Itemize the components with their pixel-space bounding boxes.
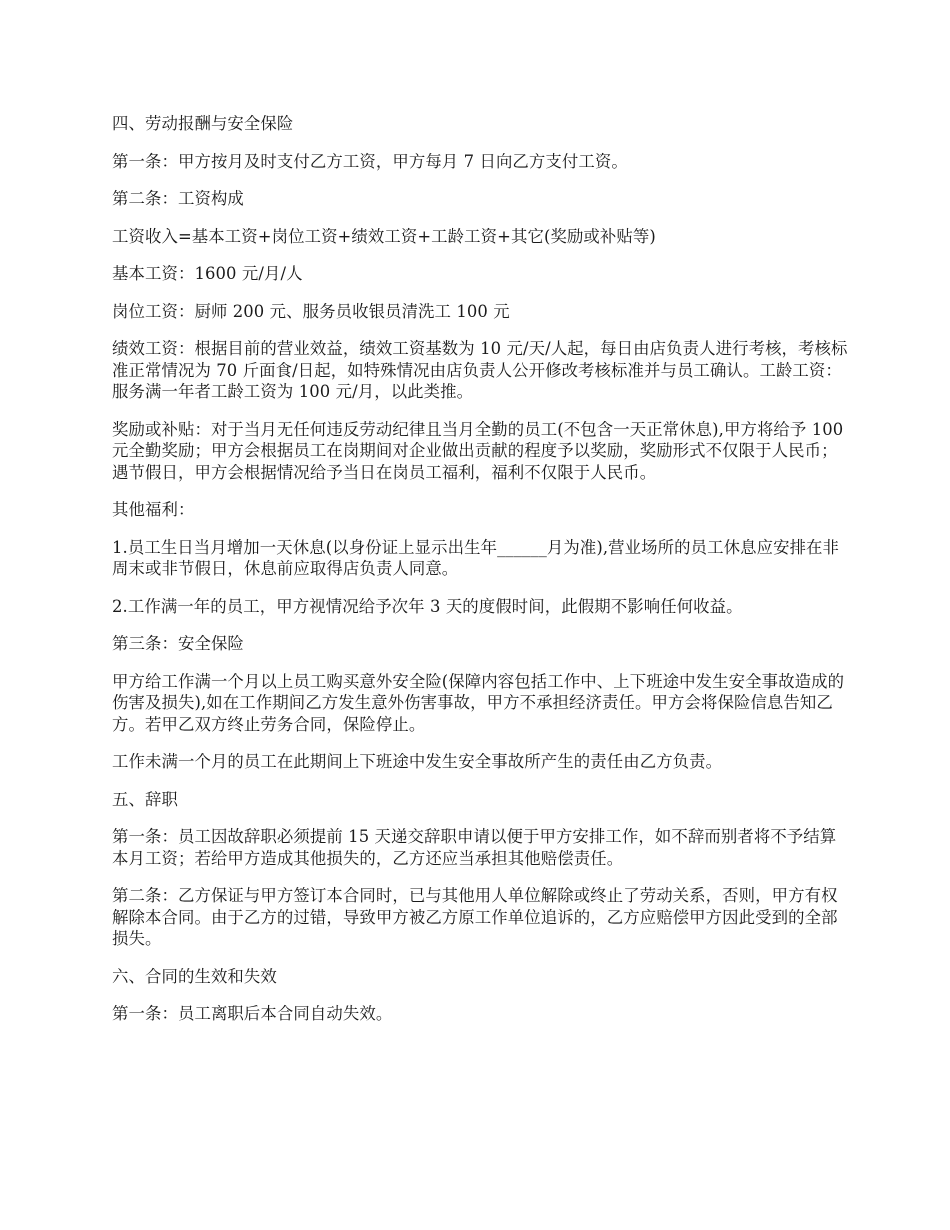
clause-heading-safety-insurance: 第三条：安全保险 bbox=[112, 634, 244, 653]
insurance-coverage: 甲方给工作满一个月以上员工购买意外安全险(保障内容包括工作中、上下班途中发生安全事故造成的伤害及损失),如在工作期间乙方发生意外伤害事故，甲方不承担经济责任。甲方会将保险信息告知乙方。若甲乙双方终止劳务合同，保险停止。 bbox=[112, 671, 845, 734]
wage-formula: 工资收入=基本工资+岗位工资+绩效工资+工龄工资+其它(奖励或补贴等) bbox=[112, 226, 656, 246]
performance-wage: 绩效工资：根据目前的营业效益，绩效工资基数为 10 元/天/人起，每日由店负责人进行考核，考核标准正常情况为 70 斤面食/日起，如特殊情况由店负责人公开修改考核标准并与员工确认。工龄工资：服务满一年者工龄工资为 100 元/月，以此类推。 bbox=[112, 339, 848, 401]
section-heading-resignation: 五、辞职 bbox=[112, 789, 178, 809]
clause-pay-schedule: 第一条：甲方按月及时支付乙方工资，甲方每月 7 日向乙方支付工资。 bbox=[112, 151, 628, 171]
benefit-birthday-leave: 1.员工生日当月增加一天休息(以身份证上显示出生年______月为准),营业场所的员工休息应安排在非周末或非节假日，休息前应取得店负责人同意。 bbox=[112, 537, 840, 578]
benefit-vacation: 2.工作满一年的员工，甲方视情况给予次年 3 天的度假时间，此假期不影响任何收益。 bbox=[112, 596, 743, 616]
position-wage: 岗位工资：厨师 200 元、服务员收银员清洗工 100 元 bbox=[112, 301, 510, 321]
document-page bbox=[112, 113, 848, 1041]
contract-termination: 第一条：员工离职后本合同自动失效。 bbox=[112, 1004, 393, 1023]
insurance-exclusion: 工作未满一个月的员工在此期间上下班途中发生安全事故所产生的责任由乙方负责。 bbox=[112, 752, 723, 771]
base-wage: 基本工资：1600 元/月/人 bbox=[112, 264, 303, 283]
clause-heading-wage-structure: 第二条：工资构成 bbox=[112, 189, 244, 208]
resignation-notice: 第一条：员工因故辞职必须提前 15 天递交辞职申请以便于甲方安排工作，如不辞而别者将不予结算本月工资；若给甲方造成其他损失的，乙方还应当承担其他赔偿责任。 bbox=[112, 827, 837, 868]
section-heading-contract-validity: 六、合同的生效和失效 bbox=[112, 966, 277, 986]
resignation-prior-employment: 第二条：乙方保证与甲方签订本合同时，已与其他用人单位解除或终止了劳动关系，否则，甲方有权解除本合同。由于乙方的过错，导致甲方被乙方原工作单位追诉的，乙方应赔偿甲方因此受到的全部损失。 bbox=[112, 886, 838, 948]
other-benefits-heading: 其他福利： bbox=[112, 500, 195, 519]
rewards-subsidies: 奖励或补贴：对于当月无任何违反劳动纪律且当月全勤的员工(不包含一天正常休息),甲方将给予 100 元全勤奖励；甲方会根据员工在岗期间对企业做出贡献的程度予以奖励，奖励形式不仅限于人民币；遇节假日，甲方会根据情况给予当日在岗员工福利，福利不仅限于人民币。 bbox=[112, 419, 849, 482]
section-heading-labor-pay: 四、劳动报酬与安全保险 bbox=[112, 114, 294, 133]
